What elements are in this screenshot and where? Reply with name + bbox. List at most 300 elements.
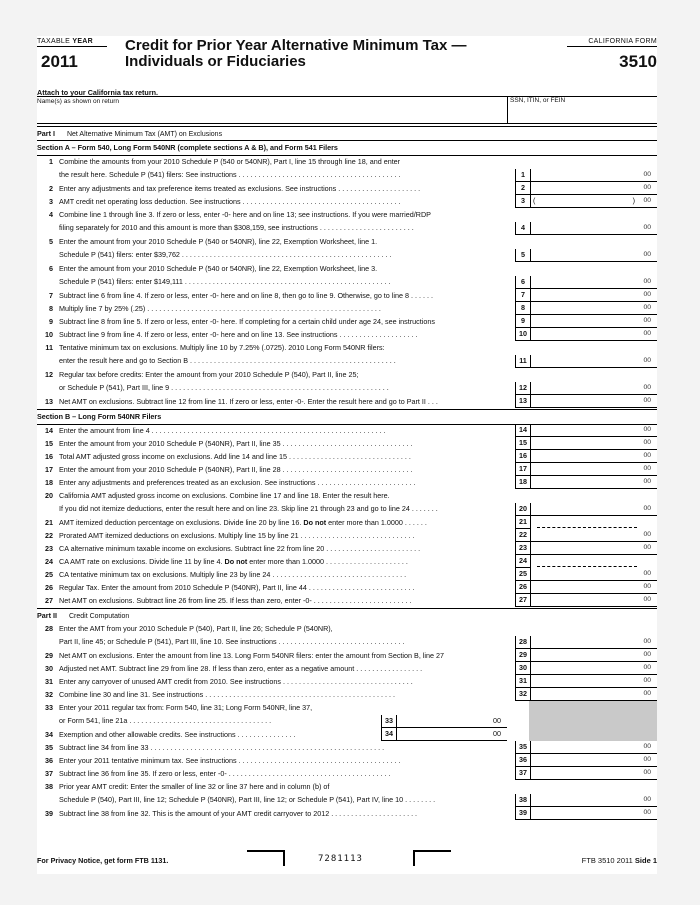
- line-text-b: the result here. Schedule P (541) filers: See instructions . . . . . . . . . . . . . . . . . . . . . . . . . . . . . . . . . . . . . . . . .: [59, 169, 401, 179]
- line-text-a: [59, 329, 513, 342]
- cents-label: 00: [643, 478, 651, 485]
- line-number: 34: [45, 730, 53, 739]
- line-26-label-box: 26: [515, 581, 531, 594]
- line-26-amount-field[interactable]: [529, 581, 657, 594]
- cents-label: 00: [643, 278, 651, 285]
- line-5-row: [37, 235, 657, 262]
- line-text-a: [59, 768, 513, 781]
- line-39-amount-field[interactable]: [529, 807, 657, 820]
- line-35-amount-field[interactable]: [529, 741, 657, 754]
- line-18-label-box: 18: [515, 476, 531, 489]
- line-text-main: Net AMT on exclusions. Subtract line 12 from line 11. If zero or less, enter -0-. Enter the result here and go to Part II . . .: [59, 397, 438, 406]
- line-text-main: Adjusted net AMT. Subtract line 29 from line 28. If less than zero, enter as a negative amount . . . . . . . . . . . . . . . . .: [59, 664, 423, 673]
- line-35-text: [59, 742, 513, 755]
- line-5-amount-field[interactable]: [529, 249, 657, 262]
- line-18-text: [59, 477, 513, 490]
- line-number: 14: [45, 426, 53, 435]
- line-text-a: [59, 438, 513, 451]
- part1-tag: Part I: [37, 129, 55, 138]
- line-8-row: [37, 302, 657, 315]
- line-2-row: [37, 182, 657, 195]
- line-text-a: [59, 742, 513, 755]
- line-text-main: Subtract line 9 from line 4. If zero or less, enter -0- here and on line 13. See instructions . . . . . . . . . . . . . . . . . . . .: [59, 330, 418, 339]
- line-31-text: [59, 676, 513, 689]
- line-text-main: Multiply line 7 by 25% (.25) . . . . . . . . . . . . . . . . . . . . . . . . . . . . . . . . . . . . . . . . . . . . . . . . . . . . . . . . . . .: [59, 304, 381, 313]
- line-text-a: [59, 425, 513, 438]
- taxable-year-block: [37, 38, 107, 72]
- line-text-a: [59, 490, 513, 503]
- line-15-label-box: 15: [515, 437, 531, 450]
- open-paren: (: [533, 196, 536, 205]
- line-29-text: [59, 650, 513, 663]
- line-21-ratio-field[interactable]: [537, 519, 637, 528]
- line-text-a: [59, 209, 513, 222]
- cents-label: 00: [643, 317, 651, 324]
- line-8-amount-field[interactable]: [529, 302, 657, 315]
- line-text-main: Exemption and other allowable credits. See instructions . . . . . . . . . . . . . . .: [59, 730, 296, 739]
- line-8-label-box: 8: [515, 302, 531, 315]
- line-20-amount-field[interactable]: [529, 503, 657, 516]
- line-22-amount-field[interactable]: [529, 529, 657, 542]
- line-text-a: [59, 396, 513, 409]
- cents-label: 00: [643, 330, 651, 337]
- line-text-a: [59, 464, 513, 477]
- line-number: 32: [45, 690, 53, 699]
- line-text-main: Subtract line 34 from line 33 . . . . . . . . . . . . . . . . . . . . . . . . . . . . . . . . . . . . . . . . . . . . . . . . . . . . . . . . . . .: [59, 743, 385, 752]
- line-text-a: [59, 477, 513, 490]
- cents-label: 00: [643, 439, 651, 446]
- line-34-amount-field[interactable]: [395, 728, 507, 741]
- line-37-amount-field[interactable]: [529, 767, 657, 780]
- line-32-amount-field[interactable]: [529, 688, 657, 701]
- line-28-label-box: 28: [515, 636, 531, 649]
- line-36-amount-field[interactable]: [529, 754, 657, 767]
- part1-title: Net Alternative Minimum Tax (AMT) on Exclusions: [66, 131, 223, 138]
- shaded-area: [529, 701, 657, 728]
- line-31-row: [37, 675, 657, 688]
- crop-mark-right: [413, 850, 451, 866]
- line-text-a: [59, 650, 513, 663]
- line-13-label-box: 13: [515, 395, 531, 408]
- line-6-amount-field[interactable]: [529, 276, 657, 289]
- line-text-b: or Schedule P (541), Part III, line 9 . . . . . . . . . . . . . . . . . . . . . . . . . . . . . . . . . . . . . . . . . . . . . . . . . . . . . . .: [59, 382, 389, 392]
- line-4-amount-field[interactable]: [529, 222, 657, 235]
- line-25-text: [59, 569, 513, 582]
- line-text-main: Subtract line 36 from line 35. If zero or less, enter -0- . . . . . . . . . . . . . . . . . . . . . . . . . . . . . . . . . . . . . . . . .: [59, 769, 391, 778]
- line-number: 38: [45, 782, 53, 791]
- line-5-text: [59, 236, 513, 261]
- line-number: 33: [45, 703, 53, 712]
- close-paren: ): [632, 196, 635, 205]
- line-text-a: [59, 183, 513, 196]
- line-29-row: [37, 649, 657, 662]
- line-20-label-box: 20: [515, 503, 531, 516]
- line-number: 21: [45, 518, 53, 527]
- identification-box: [37, 96, 657, 124]
- sectionA-header: [37, 140, 657, 156]
- line-24-row: [37, 555, 657, 568]
- form-title: Credit for Prior Year Alternative Minimum Tax — Individuals or Fiduciaries: [125, 37, 467, 70]
- line-12-row: [37, 368, 657, 395]
- tax-form: [37, 36, 657, 874]
- line-13-text: [59, 396, 513, 409]
- crop-mark-left: [247, 850, 285, 866]
- line-text-a: [59, 263, 513, 276]
- line-26-text: [59, 582, 513, 595]
- line-text-main: Enter any carryover of unused AMT credit from 2010. See instructions . . . . . . . . . . . . . . . . . . . . . . . . . . . . . . . . .: [59, 677, 413, 686]
- line-10-row: [37, 328, 657, 341]
- line-27-label-box: 27: [515, 594, 531, 607]
- line-number: 31: [45, 677, 53, 686]
- line-36-text: [59, 755, 513, 768]
- line-25-row: [37, 568, 657, 581]
- line-number: 39: [45, 809, 53, 818]
- line-39-label-box: 39: [515, 807, 531, 820]
- line-22-label-box: 22: [515, 529, 531, 542]
- attach-note: Attach to your California tax return.: [37, 88, 159, 97]
- line-2-text: [59, 183, 513, 196]
- line-text-main: Enter the amount from your 2010 Schedule P (540 or 540NR), line 22, Exemption Worksheet, line 3.: [59, 264, 378, 273]
- line-number: 29: [45, 651, 53, 660]
- line-text-main: Tentative minimum tax on exclusions. Multiply line 10 by 7.25% (.0725). 2010 Long Form 540NR filers:: [59, 343, 385, 352]
- line-24-label-box: 24: [515, 555, 531, 568]
- cents-label: 00: [643, 384, 651, 391]
- line-11-text: [59, 342, 513, 367]
- line-number: 5: [49, 237, 53, 246]
- line-number: 6: [49, 264, 53, 273]
- line-number: 27: [45, 596, 53, 605]
- line-28-text: [59, 623, 513, 648]
- cents-label: 00: [643, 756, 651, 763]
- line-text-main: Enter the amount from line 4 . . . . . . . . . . . . . . . . . . . . . . . . . . . . . . . . . . . . . . . . . . . . . . . . . . . . . . . . . . .: [59, 426, 386, 435]
- cents-label: 00: [643, 651, 651, 658]
- cents-label: 00: [493, 729, 501, 738]
- form-number-block: [567, 38, 657, 72]
- line-16-row: [37, 450, 657, 463]
- line-14-amount-field[interactable]: [529, 424, 657, 437]
- line-number: 26: [45, 583, 53, 592]
- line-39-row: [37, 807, 657, 820]
- line-number: 28: [45, 624, 53, 633]
- line-6-row: [37, 262, 657, 289]
- line-text-b: enter the result here and go to Section B . . . . . . . . . . . . . . . . . . . . . . . . . . . . . . . . . . . . . . . . . . . . . . . . . . . .: [59, 355, 396, 365]
- line-number: 3: [49, 197, 53, 206]
- line-number: 1: [49, 157, 53, 166]
- line-38-row: [37, 780, 657, 807]
- line-text-a: [59, 729, 379, 742]
- line-text-main: Enter the amount from your 2010 Schedule P (540NR), Part II, line 28 . . . . . . . . . . . . . . . . . . . . . . . . . . . . . . . . .: [59, 465, 413, 474]
- line-text-main: Enter your 2011 regular tax from: Form 540, line 31; Long Form 540NR, line 37,: [59, 703, 313, 712]
- line-text-a: [59, 623, 513, 636]
- cents-label: 00: [643, 596, 651, 603]
- line-text-a: [59, 530, 513, 543]
- line-text-a: [59, 582, 513, 595]
- line-text-main: Net AMT on exclusions. Subtract line 26 from line 25. If less than zero, enter -0- . . . . . . . . . . . . . . . . . . . . . . . . .: [59, 596, 412, 605]
- cents-label: 00: [643, 197, 651, 204]
- shaded-area: [529, 728, 657, 741]
- line-3-row: [37, 195, 657, 208]
- line-1-text: [59, 156, 513, 181]
- line-number: 20: [45, 491, 53, 500]
- cents-label: 00: [643, 465, 651, 472]
- line-18-row: [37, 476, 657, 489]
- privacy-notice: For Privacy Notice, get form FTB 1131.: [37, 856, 169, 865]
- line-text-a: [59, 369, 513, 382]
- line-36-label-box: 36: [515, 754, 531, 767]
- line-16-text: [59, 451, 513, 464]
- do-not-emphasis: Do not: [224, 557, 248, 566]
- line-37-row: [37, 767, 657, 780]
- line-32-text: [59, 689, 513, 702]
- line-11-label-box: 11: [515, 355, 531, 368]
- line-1-amount-field[interactable]: [529, 169, 657, 182]
- line-4-label-box: 4: [515, 222, 531, 235]
- line-18-amount-field[interactable]: [529, 476, 657, 489]
- line-25-label-box: 25: [515, 568, 531, 581]
- line-text-main: Prorated AMT itemized deductions on exclusions. Multiply line 15 by line 21 . . . . . . . . . . . . . . . . . . . . . . . . . . . . .: [59, 531, 415, 540]
- line-text-rest: enter more than 1.0000 . . . . . . . . . . . . . . . . . . . . .: [247, 557, 408, 566]
- line-17-label-box: 17: [515, 463, 531, 476]
- line-text-a: [59, 755, 513, 768]
- line-number: 2: [49, 184, 53, 193]
- cents-label: 00: [643, 570, 651, 577]
- line-17-text: [59, 464, 513, 477]
- line-20-row: [37, 489, 657, 516]
- line-33-label-box: 33: [381, 715, 397, 728]
- line-30-text: [59, 663, 513, 676]
- line-text-b: Schedule P (541) filers: enter $39,762 . . . . . . . . . . . . . . . . . . . . . . . . . . . . . . . . . . . . . . . . . . . . . . . . . . . . .: [59, 249, 392, 259]
- cents-label: 00: [643, 677, 651, 684]
- line-24-text: [59, 556, 513, 569]
- line-text-main: AMT itemized deduction percentage on exclusions. Divide line 20 by line 16.: [59, 518, 304, 527]
- line-text-rest: enter more than 1.0000 . . . . . .: [326, 518, 427, 527]
- part2-tag: Part II: [37, 611, 57, 620]
- line-39-text: [59, 808, 513, 821]
- line-33-amount-field[interactable]: [395, 715, 507, 728]
- line-12-label-box: 12: [515, 382, 531, 395]
- line-38-text: [59, 781, 513, 806]
- line-text-b: Part II, line 45; or Schedule P (541), Part III, line 10. See instructions . . . . . . . . . . . . . . . . . . . . . . . . . . . . . . . .: [59, 636, 405, 646]
- line-text-b: Schedule P (541) filers: enter $149,111 . . . . . . . . . . . . . . . . . . . . . . . . . . . . . . . . . . . . . . . . . . . . . . . . . . . .: [59, 276, 391, 286]
- part2-header: [37, 608, 657, 623]
- line-15-row: [37, 437, 657, 450]
- line-text-a: [59, 342, 513, 355]
- sectionA-tag: Section A –: [37, 143, 76, 152]
- line-29-amount-field[interactable]: [529, 649, 657, 662]
- line-number: 35: [45, 743, 53, 752]
- tax-year: 2011: [41, 52, 78, 71]
- cents-label: 00: [643, 583, 651, 590]
- cents-label: 00: [643, 664, 651, 671]
- line-32-row: [37, 688, 657, 701]
- line-21-label-box: 21: [515, 516, 531, 529]
- line-text-main: Enter the amount from your 2010 Schedule P (540 or 540NR), line 22, Exemption Worksheet, line 1.: [59, 237, 378, 246]
- line-33-row: [37, 701, 657, 728]
- line-7-text: [59, 290, 513, 303]
- cents-label: 00: [643, 357, 651, 364]
- line-text-main: CA tentative minimum tax on exclusions. Multiply line 23 by line 24 . . . . . . . . . . . . . . . . . . . . . . . . . . . . . . . . . .: [59, 570, 407, 579]
- line-text-a: [59, 236, 513, 249]
- line-text-main: Total AMT adjusted gross income on exclusions. Add line 14 and line 15 . . . . . . . . . . . . . . . . . . . . . . . . . . . . . . .: [59, 452, 411, 461]
- line-text-b: If you did not itemize deductions, enter the result here and on line 23. Skip line 21 through 23 and go to line 24 . . . . . . .: [59, 503, 438, 513]
- line-text-a: [59, 290, 513, 303]
- line-number: 13: [45, 397, 53, 406]
- line-text-a: [59, 517, 513, 530]
- line-text-main: CA AMT rate on exclusions. Divide line 11 by line 4.: [59, 557, 225, 566]
- line-24-ratio-field[interactable]: [537, 558, 637, 567]
- line-16-label-box: 16: [515, 450, 531, 463]
- line-14-label-box: 14: [515, 424, 531, 437]
- line-text-main: California AMT adjusted gross income on exclusions. Combine line 17 and line 18. Enter the result here.: [59, 491, 390, 500]
- line-text-a: [59, 702, 379, 715]
- line-text-a: [59, 303, 513, 316]
- line-text-main: Enter your 2011 tentative minimum tax. See instructions . . . . . . . . . . . . . . . . . . . . . . . . . . . . . . . . . . . . . . . . .: [59, 756, 401, 765]
- line-14-text: [59, 425, 513, 438]
- taxable-year-label: TAXABLE YEAR: [37, 38, 107, 47]
- line-27-text: [59, 595, 513, 608]
- line-text-b: or Form 541, line 21a . . . . . . . . . . . . . . . . . . . . . . . . . . . . . . . . . . . .: [59, 715, 272, 725]
- line-text-main: Enter the AMT from your 2010 Schedule P (540), Part II, line 26; Schedule P (540NR),: [59, 624, 333, 633]
- sectionB-header: [37, 409, 657, 425]
- line-15-amount-field[interactable]: [529, 437, 657, 450]
- line-number: 37: [45, 769, 53, 778]
- form-number: 3510: [619, 52, 657, 71]
- line-text-main: Enter the amount from your 2010 Schedule P (540NR), Part II, line 35 . . . . . . . . . . . . . . . . . . . . . . . . . . . . . . . . .: [59, 439, 413, 448]
- line-text-a: [59, 781, 513, 794]
- line-text-a: [59, 156, 513, 169]
- line-number: 30: [45, 664, 53, 673]
- line-text-main: Regular tax before credits: Enter the amount from your 2010 Schedule P (540), Part II, line 25;: [59, 370, 359, 379]
- line-9-label-box: 9: [515, 315, 531, 328]
- line-text-a: [59, 569, 513, 582]
- line-number: 15: [45, 439, 53, 448]
- part1-header: [37, 126, 657, 141]
- line-number: 36: [45, 756, 53, 765]
- cents-label: 00: [643, 505, 651, 512]
- line-27-row: [37, 594, 657, 607]
- line-7-row: [37, 289, 657, 302]
- line-26-row: [37, 581, 657, 594]
- cents-label: 00: [643, 291, 651, 298]
- line-30-label-box: 30: [515, 662, 531, 675]
- line-32-label-box: 32: [515, 688, 531, 701]
- line-9-amount-field[interactable]: [529, 315, 657, 328]
- cents-label: 00: [643, 224, 651, 231]
- line-number: 7: [49, 291, 53, 300]
- line-text-b: filing separately for 2010 and this amount is more than $308,159, see instructions . . . . . . . . . . . . . . . . . . . . . . . .: [59, 222, 414, 232]
- sectionB-title: Long Form 540NR Filers: [78, 412, 162, 421]
- line-17-amount-field[interactable]: [529, 463, 657, 476]
- line-16-amount-field[interactable]: [529, 450, 657, 463]
- line-3-text: [59, 196, 513, 209]
- line-30-amount-field[interactable]: [529, 662, 657, 675]
- line-2-amount-field[interactable]: [529, 182, 657, 195]
- line-number: 4: [49, 210, 53, 219]
- cents-label: 00: [493, 716, 501, 725]
- form-code: 7281113: [318, 854, 363, 864]
- line-3-label-box: 3: [515, 195, 531, 208]
- line-12-text: [59, 369, 513, 394]
- line-31-label-box: 31: [515, 675, 531, 688]
- part2-title: Credit Computation: [68, 613, 130, 620]
- line-text-a: [59, 595, 513, 608]
- line-7-label-box: 7: [515, 289, 531, 302]
- line-35-row: [37, 741, 657, 754]
- line-2-label-box: 2: [515, 182, 531, 195]
- line-text-main: Subtract line 8 from line 5. If zero or less, enter -0- here. If completing for a certain child under age 24, see instructions: [59, 317, 435, 326]
- cents-label: 00: [643, 809, 651, 816]
- line-38-amount-field[interactable]: [529, 794, 657, 807]
- line-11-amount-field[interactable]: [529, 355, 657, 368]
- line-11-row: [37, 341, 657, 368]
- line-10-amount-field[interactable]: [529, 328, 657, 341]
- line-number: 10: [45, 330, 53, 339]
- sectionB-tag: Section B –: [37, 412, 77, 421]
- line-35-label-box: 35: [515, 741, 531, 754]
- line-25-amount-field[interactable]: [529, 568, 657, 581]
- line-number: 16: [45, 452, 53, 461]
- line-1-row: [37, 155, 657, 182]
- line-31-amount-field[interactable]: [529, 675, 657, 688]
- line-27-amount-field[interactable]: [529, 594, 657, 607]
- name-field[interactable]: Name(s) as shown on return: [37, 98, 120, 105]
- cents-label: 00: [643, 544, 651, 551]
- line-number: 24: [45, 557, 53, 566]
- line-13-amount-field[interactable]: [529, 395, 657, 408]
- line-29-label-box: 29: [515, 649, 531, 662]
- line-38-label-box: 38: [515, 794, 531, 807]
- line-3-amount-field[interactable]: [529, 195, 657, 208]
- line-text-main: Combine line 30 and line 31. See instructions . . . . . . . . . . . . . . . . . . . . . . . . . . . . . . . . . . . . . . . . . . . . . . . .: [59, 690, 395, 699]
- line-4-row: [37, 208, 657, 235]
- line-21-row: [37, 516, 657, 529]
- line-text-a: [59, 316, 513, 329]
- cents-label: 00: [643, 397, 651, 404]
- cents-label: 00: [643, 171, 651, 178]
- line-8-text: [59, 303, 513, 316]
- line-5-label-box: 5: [515, 249, 531, 262]
- line-22-row: [37, 529, 657, 542]
- line-13-row: [37, 395, 657, 408]
- sectionA-title: Form 540, Long Form 540NR (complete sections A & B), and Form 541 Filers: [77, 143, 338, 152]
- agency-label: CALIFORNIA FORM: [567, 38, 657, 47]
- line-21-text: [59, 517, 513, 530]
- line-23-amount-field[interactable]: [529, 542, 657, 555]
- line-text-a: [59, 556, 513, 569]
- line-23-label-box: 23: [515, 542, 531, 555]
- ssn-field[interactable]: SSN, ITIN, or FEIN: [507, 97, 565, 123]
- line-text-a: [59, 689, 513, 702]
- line-number: 18: [45, 478, 53, 487]
- line-text-a: [59, 543, 513, 556]
- form-id-side: FTB 3510 2011 Side 1: [581, 856, 657, 865]
- line-text-main: Net AMT on exclusions. Enter the amount from line 13. Long Form 540NR filers: enter the amount from Section B, line 27: [59, 651, 444, 660]
- line-number: 25: [45, 570, 53, 579]
- line-10-text: [59, 329, 513, 342]
- cents-label: 00: [643, 304, 651, 311]
- line-34-label-box: 34: [381, 728, 397, 741]
- line-34-row: [37, 728, 657, 741]
- line-9-text: [59, 316, 513, 329]
- line-34-text: [59, 729, 379, 742]
- line-28-amount-field[interactable]: [529, 636, 657, 649]
- line-37-text: [59, 768, 513, 781]
- cents-label: 00: [643, 184, 651, 191]
- line-15-text: [59, 438, 513, 451]
- line-7-amount-field[interactable]: [529, 289, 657, 302]
- line-12-amount-field[interactable]: [529, 382, 657, 395]
- line-text-main: CA alternative minimum taxable income on exclusions. Subtract line 22 from line 20 . . . . . . . . . . . . . . . . . . . . . . . .: [59, 544, 421, 553]
